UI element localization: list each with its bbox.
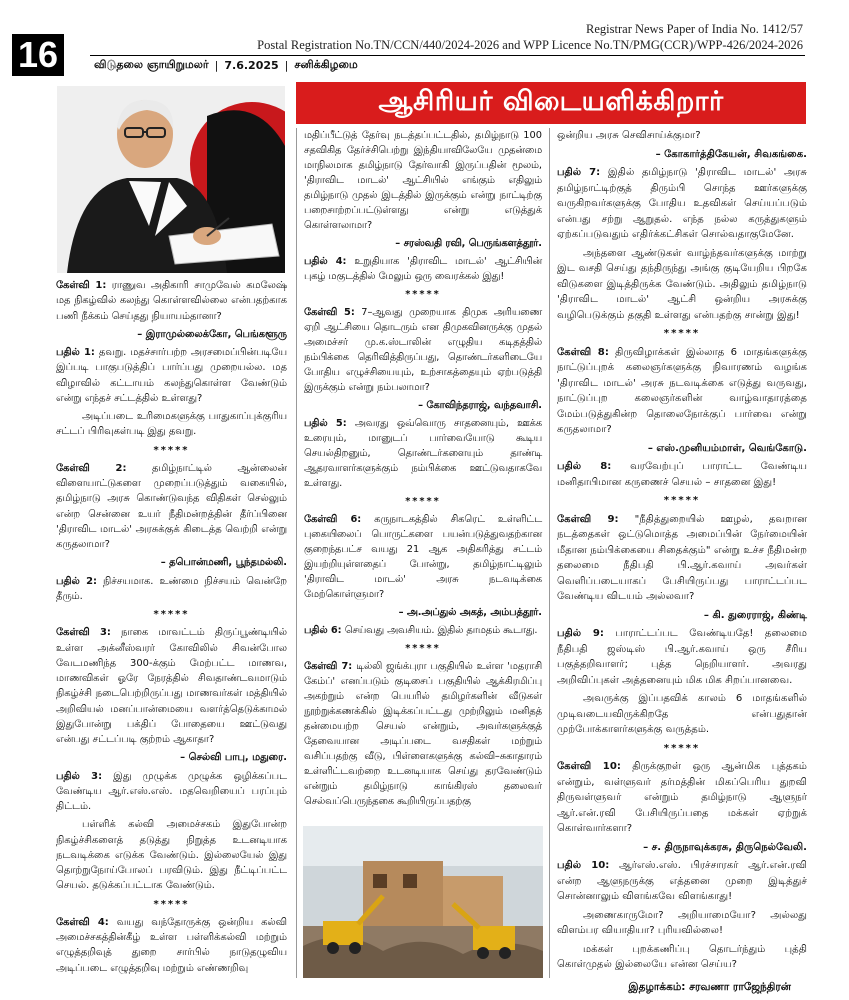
question-4-continued: மதிப்பீட்டுத் தேர்வு நடத்தப்பட்டதில், தமிழ்நாடு 100 சதவிகித தேர்ச்சிபெற்று இந்தியாவிலேயே முதன்மை மாநிலமாக தமிழ்நாடு தேர்வாகி இருப்பதின் மூலம், 'திராவிட மாடல்' ஆட்சியில் எங்கும் எதிலும் தமிழ்நாடு முதல் இடத்தில் இருக்கும் என்று நாட்டிற்கு பறைசாற்றப்பட்டுள்ளது என்று எடுத்துக் கொள்ளலாமா? bbox=[304, 130, 542, 231]
question-8-author: – எஸ்.முனியம்மாள், வெங்கோடு. bbox=[647, 442, 807, 454]
question-6: கேள்வி 6: கருநாடகத்தில் சிகரெட் உள்ளிட்ட புகையிலைப் பொருட்களை பயன்படுத்துவதற்கான குறைந்தபட்ச வயது 21 ஆக அதிகரித்து சட்டம் இயற்றியுள்ளதைப் போன்று, தமிழ்நாட்டிலும் 'திராவிட மாடல்' அரசு நடவடிக்கை மேற்கொள்ளுமா? bbox=[304, 514, 542, 600]
question-7: கேள்வி 7: டில்லி ஜங்க்புரா பகுதியில் உள்ள 'மதராசி கேம்ப்' எனப்படும் குடிசைப் பகுதியில் ஆக்கிரமிப்பு அகற்றும் என்ற பெயரில் தமிழர்களின் வீடுகள் நூற்றுக்கணக்கில் இடிக்கப்பட்டது முற்றிலும் மனிதத் தன்மையற்ற செயல் என்றும், அவர்களுக்குத் தேவையான அடிப்படை வசதிகள் மற்றும் வசிப்பதற்கு வீடு, பிள்ளைகளுக்கு கல்வி–சுகாதாரம் உள்ளிட்டவற்றை உடனடியாக செய்து தரவேண்டும் என்றும் தமிழ்நாடு காங்கிரஸ் தலைவர் செல்வப்பெருந்தகை கூறியிருப்பதற்கு bbox=[304, 661, 542, 807]
section-divider: ***** bbox=[405, 643, 441, 654]
date-bar bbox=[90, 55, 805, 75]
registrar-line: Registrar News Paper of India No. 1412/57 bbox=[586, 22, 803, 36]
demolition-photo bbox=[303, 826, 543, 978]
question-4: கேள்வி 4: வயது வந்தோருக்கு ஒன்றிய கல்வி அமைச்சகத்தின்கீழ் உள்ள பள்ளிக்கல்வி மற்றும் எழுத்தறிவுத் துறை சார்பில் நாடுதழுவிய அடிப்படை எழுத்தறிவு மற்றும் எண்ணறிவு bbox=[56, 916, 287, 974]
publication-name: விடுதலை ஞாயிறுமலர் bbox=[94, 58, 209, 71]
answer-7-continued: அந்தளை ஆண்டுகள் வாழ்ந்தவர்களுக்கு மாற்று இட வசதி செய்து தந்திருந்து அங்கு குடியேறிய பிறகே விடுகளை இடித்திருக்க வேண்டும். அதிலும் தமிழ்நாடு 'திராவிட மாடல்' ஆட்சி ஒன்றிய அரசுக்கு வழிபெடுக்கும் தகுதி உள்ளது என்பதற்கு சான்று இது! bbox=[557, 247, 807, 321]
question-9-author: – கி. துரைராஜ், கிண்டி bbox=[703, 609, 807, 621]
page-number: 16 bbox=[12, 34, 64, 76]
answer-3-continued: பள்ளிக் கல்வி அமைச்சகம் இதுபோன்ற நிகழ்ச்சிகளைத் தடுத்து நிறுத்த உடனடியாக நடவடிக்கை எடுக்க வேண்டும். இல்லையேல் இது தொற்றுநோய்போலப் பரவிடும். இது நீட்டிப்பட்ட செயல். தடுக்கப்பட்டாக வேண்டும். bbox=[56, 819, 287, 892]
answer-4: பதில் 4: உறுதியாக 'திராவிட மாடல்' ஆட்சியின் புகழ் மகுடத்தில் மேலும் ஒரு வைரக்கல் இது! bbox=[304, 256, 542, 282]
column-3 bbox=[557, 128, 807, 976]
column-rule bbox=[549, 128, 550, 978]
answer-6: பதில் 6: செய்வது அவசியம். இதில் தாமதம் கூடாது. bbox=[304, 625, 538, 636]
answer-3: பதில் 3: இது முழுக்க முழுக்க ஒழிக்கப்பட வேண்டிய ஆர்.எஸ்.எஸ். மதவெறியைப் பரப்பும் திட்டம். bbox=[56, 770, 287, 812]
question-9: கேள்வி 9: "நீதித்துறையில் ஊழல், தவறான நடத்தைகள் ஒட்டுமொத்த அமைப்பின் நேர்மையின் மீதான நம்பிக்கையை சிதைக்கும்" என்று உச்ச நீதிமன்ற தலைமை நீதிபதி பி.ஆர்.கவாய் அவர்கள் வெளிப்படையாகப் பேசியிருப்பது பாராட்டப்பட வேண்டிய விடயம் அல்லவா? bbox=[557, 513, 807, 602]
answer-7: பதில் 7: இதில் தமிழ்நாடு 'திராவிட மாடல்' அரசு தமிழ்நாட்டிற்குத் திரும்பி சொந்த ஊர்களுக்கு வருகிறவர்களுக்கு போதிய உதவிகள் செய்யப்படும் என்பது சற்று ஆறுதல். எந்த நல்ல கருத்துகளும் ஏற்கப்படுவதும் எதிர்க்கட்சிகள் சொல்வதாகுமேனே. bbox=[557, 167, 808, 240]
question-8: கேள்வி 8: திருவிழாக்கள் இல்லாத 6 மாதங்களுக்கு நாட்டுப்புறக் கலைஞர்களுக்கு நிவாரணம் வழங்க 'திராவிட மாடல்' அரசு நடவடிக்கை எடுத்து வருவது, நாட்டுப்புற கலைஞர்களின் வாழ்வாதாரத்தை மேம்படுத்துகின்ற தொலைநோக்குப் பார்வை என்று கருதலாமா? bbox=[557, 346, 807, 435]
answer-9: பதில் 9: பாராட்டப்பட வேண்டியதே! தலைமை நீதிபதி ஜஸ்டிஸ் பி.ஆர்.கவாய் ஒரு சீரிய பகுத்தறிவாளர்; புத்த நெறியாளர். அவரது அறிவிப்புகள் அத்தனையும் மிக மிக சிறப்பானவை. bbox=[557, 628, 807, 686]
question-7-continued: ஒன்றிய அரசு செவிசாய்க்குமா? bbox=[557, 130, 701, 141]
question-1-author: – இராமுல்லைக்கோ, பெங்களூரு bbox=[137, 328, 287, 340]
question-10-author: – ச. திருநாவுக்கரசு, திருநெல்வேலி. bbox=[643, 841, 807, 853]
section-divider: ***** bbox=[663, 742, 701, 754]
column-rule bbox=[296, 128, 297, 978]
answer-10: பதில் 10: ஆர்எஸ்.எஸ். பிரச்சாரகர் ஆர்.என்.ரவி என்ற ஆளுநருக்கு எத்தனை முறை இடித்துச் சொன்னாலும் விளங்கவே விளங்காது! bbox=[557, 860, 807, 902]
question-7-author: – கோகார்த்திகேயன், சிவகங்கை. bbox=[655, 148, 807, 160]
page-credit: இதழாக்கம்: சரவணா ராஜேந்திரன் bbox=[628, 981, 791, 993]
answer-1-continued: அடிப்படை உரிமைகளுக்கு பாதுகாப்புக்குரிய சட்டப் பிரிவுகள்படி இது தவறு. bbox=[56, 411, 287, 438]
demolition-illustration bbox=[303, 826, 543, 978]
question-6-author: – அ.அப்துல் அகத், அம்பத்தூர். bbox=[398, 607, 542, 618]
question-4-author: – சரஸ்வதி ரவி, பெருங்களத்தூர். bbox=[395, 238, 542, 249]
section-divider: ***** bbox=[405, 289, 441, 300]
question-3-author: – செல்வி பாபு, மதுரை. bbox=[180, 752, 287, 764]
answer-8: பதில் 8: வரவேற்புப் பாராட்ட வேண்டிய மனிதாபிமான கருணைச் செயல் – சாதனை இது! bbox=[557, 461, 807, 488]
issue-day: சனிக்கிழமை bbox=[294, 58, 358, 71]
question-2: கேள்வி 2: தமிழ்நாட்டில் ஆன்லைன் விளையாட்டுகளை முறைப்படுத்தும் வகையில், தமிழ்நாடு அரசு கொண்டுவந்த விதிகள் செல்லும் என்ற சென்னை உயர் நீதிமன்றத்தின் தீர்ப்பினை 'திராவிட மாடல்' அரசுக்குக் கிடைத்த வெற்றி என்று கருதலாமா? bbox=[56, 462, 287, 550]
separator: | bbox=[284, 59, 289, 72]
section-divider: ***** bbox=[405, 496, 441, 507]
section-divider: ***** bbox=[663, 495, 701, 506]
answer-1: பதில் 1: தவறு. மதச்சார்பற்ற அரசமைப்பின்படியே இப்படி பாகுபடுத்திப் பார்ப்பது முறையல்ல. மத விழாவில் கட்டாயம் கலந்துகொள்ள வேண்டும் என்று எந்தச் சட்டத்தில் உள்ளது? bbox=[56, 347, 287, 404]
postal-registration-line: Postal Registration No.TN/CCN/440/2024-2026 and WPP Licence No.TN/PMG(CCR)/WPP-426/2024-2026 bbox=[257, 38, 803, 52]
section-divider: ***** bbox=[663, 328, 701, 339]
section-divider: ***** bbox=[153, 444, 190, 456]
column-title-banner: ஆசிரியர் விடையளிக்கிறார் bbox=[296, 82, 806, 124]
question-5: கேள்வி 5: 7–ஆவது முறையாக திமுக அரியணை ஏறி ஆட்சியை தொடரும் என திமுகவினருக்கு முதல் அமைச்சர் மு.க.ஸ்டாலின் எழுதிய கடிதத்தில் நம்பிக்கை தெரிவித்திருப்பது, தொண்டர்களிடையே போதிய எழுச்சியையும், உற்சாகத்தையும் ஏற்படுத்தி இருக்கும் என்று நம்பலாமா? bbox=[304, 307, 542, 393]
answer-2: பதில் 2: நிச்சயமாக. உண்மை நிச்சயம் வென்றே தீரும். bbox=[56, 575, 287, 602]
answer-10-continued: மக்கள் புறக்கணிப்பு தொடர்ந்தும் புத்தி கொள்முதல் இல்லையே என்ன செய்ய? bbox=[557, 943, 807, 970]
question-10: கேள்வி 10: திருக்குறள் ஒரு ஆன்மிக புத்தகம் என்றும், வள்ளுவர் தர்மத்தின் மிகப்பெரிய துறவி திருவள்ளுவர் என்றும் தமிழ்நாடு ஆளுநர் ஆர்.என்.ரவி பேசியிருப்பதை மக்கள் ஏற்றுக் கொள்வார்களா? bbox=[557, 761, 808, 834]
column-2 bbox=[304, 128, 542, 812]
issue-date: 7.6.2025 bbox=[224, 59, 279, 72]
author-illustration bbox=[57, 86, 285, 273]
question-1: கேள்வி 1: ராணுவ அதிகாரி சாமுவேல் கமலேஷ் மத நிகழ்வில் கலந்து கொள்ளவில்லை என்பதற்காக பணி நீக்கம் செய்தது நியாயம்தானா? bbox=[56, 280, 287, 322]
question-2-author: – தபொன்மணி, பூந்தமல்லி. bbox=[160, 557, 287, 569]
section-divider: ***** bbox=[153, 898, 190, 910]
column-1 bbox=[56, 278, 287, 979]
answer-9-continued: அவருக்கு இப்பதவிக் காலம் 6 மாதங்களில் முடிவடையவிருக்கிறதே என்பதுதான் முற்போக்காளர்களுக்கு வருத்தம். bbox=[557, 693, 807, 735]
answer-10-continued: அணைகாருமோ? அறியாமையோ? அல்லது விளம்பர வியாதியா? புரியவில்லை! bbox=[557, 909, 807, 936]
section-divider: ***** bbox=[153, 609, 190, 620]
separator: | bbox=[214, 59, 219, 72]
question-5-author: – கோவிந்தராஜ், வந்தவாசி. bbox=[418, 400, 542, 411]
answer-5: பதில் 5: அவரது ஒவ்வொரு சாதனையும், ஊக்க உரையும், மானுடப் பார்வையோடு கூடிய செயல்திறனும், தொண்டர்களையும் தாண்டி ஆதரவாளர்களுக்கும் நம்பிக்கை ஊட்டுவதாகவே உள்ளது. bbox=[304, 418, 542, 489]
author-photo bbox=[57, 86, 285, 273]
question-3: கேள்வி 3: நாகை மாவட்டம் திருப்பூண்டியில் உள்ள அக்னீஸ்வரர் கோவிலில் சிவன்போல வேடமணிந்த 300-க்கும் மேற்பட்ட மாணவ, மாணவிகள் ஓரே நேரத்தில் சிவதாண்டவமாடும் நிகழ்ச்சி நடைபெற்றிருப்பது மாணவர்கள் மத்தியில் அறிவியல் மனப்பான்மையை வளர்த்தெடுக்காமல் இதுபோன்று பக்திப் போதையை ஊட்டுவது என்பது சட்டப்படி குற்றம் ஆகாதா? bbox=[56, 627, 287, 745]
